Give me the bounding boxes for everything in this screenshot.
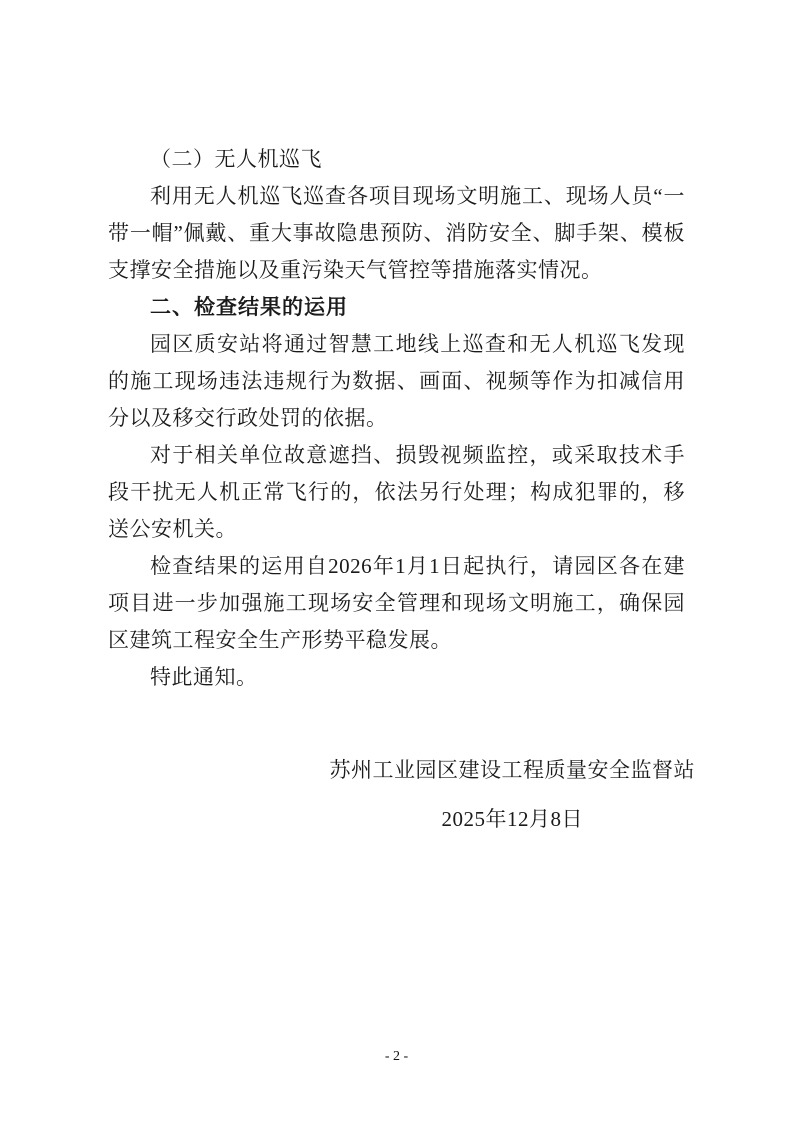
section-heading-results-usage: 二、检查结果的运用: [150, 296, 348, 319]
page-number: - 2 -: [384, 1049, 409, 1064]
paragraph-results-usage: 园区质安站将通过智慧工地线上巡查和无人机巡飞发现的施工现场违法违规行为数据、画面、视频等作为扣减信用分以及移交行政处罚的依据。: [108, 332, 685, 430]
document-body: [108, 141, 685, 696]
paragraph-effective-date: 检查结果的运用自2026年1月1日起执行，请园区各在建项目进一步加强施工现场安全管理和现场文明施工，确保园区建筑工程安全生产形势平稳发展。: [108, 554, 685, 652]
signature-block: [330, 752, 696, 838]
subsection-heading-uav-patrol: （二）无人机巡飞: [150, 147, 322, 171]
signature-date: 2025年12月8日: [441, 807, 583, 831]
paragraph-uav-inspection-scope: 利用无人机巡飞巡查各项目现场文明施工、现场人员“一带一帽”佩戴、重大事故隐患预防、消防安全、脚手架、模板支撑安全措施以及重污染天气管控等措施落实情况。: [108, 184, 685, 282]
signature-org: 苏州工业园区建设工程质量安全监督站: [329, 758, 695, 782]
paragraph-violation-handling: 对于相关单位故意遮挡、损毁视频监控，或采取技术手段干扰无人机正常飞行的，依法另行处理；构成犯罪的，移送公安机关。: [108, 443, 685, 541]
paragraph-notice-closing: 特此通知。: [150, 665, 258, 689]
